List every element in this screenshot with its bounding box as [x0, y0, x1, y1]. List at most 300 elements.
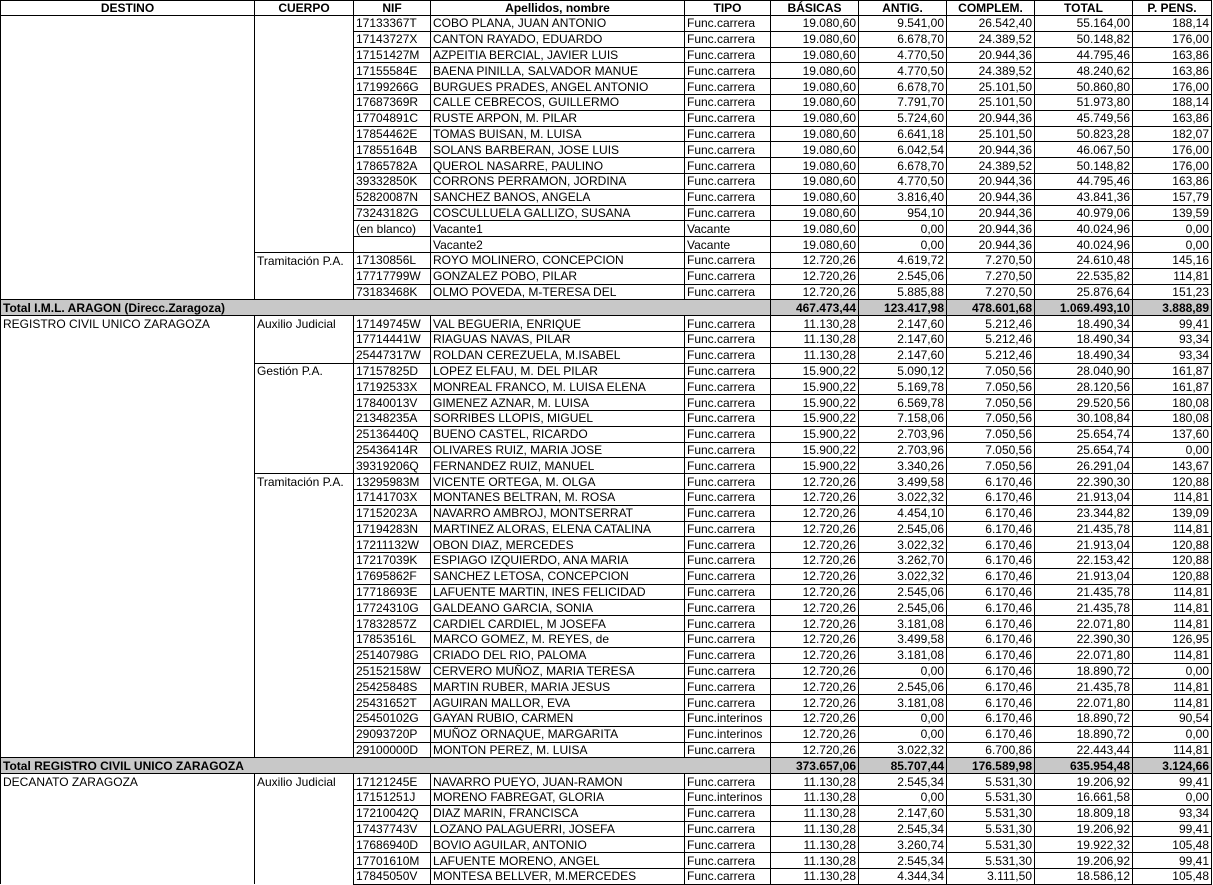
cell-basicas[interactable]: 19.080,60: [771, 47, 859, 63]
cell-total[interactable]: 21.435,78: [1035, 584, 1133, 600]
cell-tipo[interactable]: Func.carrera: [685, 695, 771, 711]
cell-nif[interactable]: 17211132W: [354, 537, 431, 553]
cell-pens[interactable]: 182,07: [1133, 126, 1212, 142]
cell-pens[interactable]: 99,41: [1133, 821, 1212, 837]
cell-destino[interactable]: [1, 221, 255, 237]
cell-complem[interactable]: 7.050,56: [947, 442, 1035, 458]
cell-basicas[interactable]: 19.080,60: [771, 189, 859, 205]
cell-pens[interactable]: 176,00: [1133, 31, 1212, 47]
cell-antig[interactable]: 5.724,60: [859, 110, 947, 126]
cell-nif[interactable]: 25152158W: [354, 663, 431, 679]
cell-nif[interactable]: 17157825D: [354, 363, 431, 379]
cell-basicas[interactable]: 12.720,26: [771, 474, 859, 490]
cell-pens[interactable]: 163,86: [1133, 47, 1212, 63]
cell-complem[interactable]: 6.170,46: [947, 632, 1035, 648]
cell-tipo[interactable]: Func.carrera: [685, 268, 771, 284]
cell-cuerpo[interactable]: [255, 600, 354, 616]
cell-antig[interactable]: 0,00: [859, 237, 947, 253]
header-tipo[interactable]: TIPO: [685, 1, 771, 16]
cell-pens[interactable]: 90,54: [1133, 711, 1212, 727]
cell-nif[interactable]: 25436414R: [354, 442, 431, 458]
cell-tipo[interactable]: Func.carrera: [685, 663, 771, 679]
cell-nif[interactable]: 17714441W: [354, 331, 431, 347]
cell-complem[interactable]: 6.170,46: [947, 600, 1035, 616]
cell-cuerpo[interactable]: [255, 869, 354, 885]
cell-pens[interactable]: 161,87: [1133, 379, 1212, 395]
cell-basicas[interactable]: 19.080,60: [771, 63, 859, 79]
cell-cuerpo[interactable]: [255, 521, 354, 537]
cell-total[interactable]: 28.040,90: [1035, 363, 1133, 379]
cell-basicas[interactable]: 15.900,22: [771, 426, 859, 442]
cell-destino[interactable]: [1, 869, 255, 885]
cell-tipo[interactable]: Func.carrera: [685, 426, 771, 442]
cell-nombre[interactable]: GIMENEZ AZNAR, M. LUISA: [431, 395, 685, 411]
cell-basicas[interactable]: 11.130,28: [771, 347, 859, 363]
cell-destino[interactable]: [1, 142, 255, 158]
cell-pens[interactable]: 0,00: [1133, 663, 1212, 679]
cell-total[interactable]: 22.153,42: [1035, 553, 1133, 569]
cell-antig[interactable]: 3.262,70: [859, 553, 947, 569]
cell-pens[interactable]: 105,48: [1133, 837, 1212, 853]
cell-nif[interactable]: 25450102G: [354, 711, 431, 727]
cell-complem[interactable]: 6.170,46: [947, 489, 1035, 505]
cell-tipo[interactable]: Func.carrera: [685, 553, 771, 569]
cell-tipo[interactable]: Func.carrera: [685, 205, 771, 221]
cell-nombre[interactable]: LOPEZ ELFAU, M. DEL PILAR: [431, 363, 685, 379]
cell-cuerpo[interactable]: [255, 426, 354, 442]
cell-destino[interactable]: [1, 363, 255, 379]
cell-basicas[interactable]: 12.720,26: [771, 537, 859, 553]
cell-nombre[interactable]: CORRONS PERRAMON, JORDINA: [431, 173, 685, 189]
cell-pens[interactable]: 114,81: [1133, 647, 1212, 663]
cell-total[interactable]: 18.890,72: [1035, 663, 1133, 679]
cell-complem[interactable]: 7.270,50: [947, 252, 1035, 268]
cell-cuerpo[interactable]: [255, 142, 354, 158]
cell-antig[interactable]: 0,00: [859, 790, 947, 806]
cell-complem[interactable]: 24.389,52: [947, 158, 1035, 174]
cell-total[interactable]: 29.520,56: [1035, 395, 1133, 411]
cell-complem[interactable]: 7.050,56: [947, 458, 1035, 474]
cell-tipo[interactable]: Func.carrera: [685, 600, 771, 616]
cell-antig[interactable]: 5.169,78: [859, 379, 947, 395]
cell-cuerpo[interactable]: [255, 742, 354, 758]
cell-complem[interactable]: 6.170,46: [947, 679, 1035, 695]
cell-total[interactable]: 18.890,72: [1035, 711, 1133, 727]
cell-nif[interactable]: 17141703X: [354, 489, 431, 505]
cell-total[interactable]: 40.024,96: [1035, 221, 1133, 237]
cell-nombre[interactable]: NAVARRO PUEYO, JUAN-RAMON: [431, 774, 685, 790]
cell-antig[interactable]: 4.770,50: [859, 63, 947, 79]
cell-destino[interactable]: [1, 347, 255, 363]
cell-destino[interactable]: [1, 126, 255, 142]
cell-total[interactable]: 50.823,28: [1035, 126, 1133, 142]
cell-total[interactable]: 50.148,82: [1035, 31, 1133, 47]
cell-complem[interactable]: 7.050,56: [947, 426, 1035, 442]
cell-basicas[interactable]: 11.130,28: [771, 331, 859, 347]
cell-total[interactable]: 43.841,36: [1035, 189, 1133, 205]
cell-nif[interactable]: 17199266G: [354, 79, 431, 95]
cell-tipo[interactable]: Func.interinos: [685, 790, 771, 806]
cell-destino[interactable]: [1, 805, 255, 821]
cell-tipo[interactable]: Func.carrera: [685, 347, 771, 363]
cell-total[interactable]: 22.071,80: [1035, 616, 1133, 632]
cell-tipo[interactable]: Func.carrera: [685, 379, 771, 395]
cell-complem[interactable]: 5.531,30: [947, 790, 1035, 806]
cell-nif[interactable]: 17853516L: [354, 632, 431, 648]
cell-tipo[interactable]: Func.interinos: [685, 711, 771, 727]
header-nombre[interactable]: Apellidos, nombre: [431, 1, 685, 16]
cell-nif[interactable]: 17832857Z: [354, 616, 431, 632]
cell-nif[interactable]: 17845050V: [354, 869, 431, 885]
cell-destino[interactable]: [1, 284, 255, 300]
cell-nif[interactable]: 17155584E: [354, 63, 431, 79]
cell-destino[interactable]: [1, 379, 255, 395]
cell-nif[interactable]: 52820087N: [354, 189, 431, 205]
cell-total[interactable]: 18.586,12: [1035, 869, 1133, 885]
cell-pens[interactable]: 114,81: [1133, 521, 1212, 537]
cell-total[interactable]: 51.973,80: [1035, 94, 1133, 110]
cell-cuerpo[interactable]: [255, 458, 354, 474]
cell-complem[interactable]: 20.944,36: [947, 221, 1035, 237]
cell-tipo[interactable]: Func.carrera: [685, 126, 771, 142]
cell-basicas[interactable]: 19.080,60: [771, 158, 859, 174]
cell-total[interactable]: 40.979,06: [1035, 205, 1133, 221]
cell-complem[interactable]: 6.170,46: [947, 537, 1035, 553]
cell-antig[interactable]: 4.770,50: [859, 47, 947, 63]
cell-complem[interactable]: 6.170,46: [947, 584, 1035, 600]
cell-nif[interactable]: 17704891C: [354, 110, 431, 126]
cell-cuerpo[interactable]: [255, 395, 354, 411]
cell-pens[interactable]: 126,95: [1133, 632, 1212, 648]
cell-tipo[interactable]: Func.carrera: [685, 821, 771, 837]
cell-total[interactable]: 18.809,18: [1035, 805, 1133, 821]
cell-basicas[interactable]: 19.080,60: [771, 31, 859, 47]
cell-tipo[interactable]: Func.carrera: [685, 189, 771, 205]
cell-destino[interactable]: [1, 711, 255, 727]
cell-basicas[interactable]: 15.900,22: [771, 363, 859, 379]
cell-antig[interactable]: 2.545,06: [859, 679, 947, 695]
cell-antig[interactable]: 2.703,96: [859, 426, 947, 442]
cell-destino[interactable]: [1, 252, 255, 268]
cell-nif[interactable]: 17130856L: [354, 252, 431, 268]
cell-tipo[interactable]: Func.carrera: [685, 331, 771, 347]
cell-cuerpo[interactable]: Auxilio Judicial: [255, 316, 354, 332]
cell-basicas[interactable]: 12.720,26: [771, 252, 859, 268]
cell-tipo[interactable]: Func.carrera: [685, 505, 771, 521]
cell-pens[interactable]: 163,86: [1133, 63, 1212, 79]
cell-tipo[interactable]: Func.carrera: [685, 16, 771, 32]
cell-cuerpo[interactable]: [255, 647, 354, 663]
cell-antig[interactable]: 3.181,08: [859, 616, 947, 632]
cell-total[interactable]: 25.654,74: [1035, 426, 1133, 442]
cell-basicas[interactable]: 11.130,28: [771, 853, 859, 869]
cell-complem[interactable]: 25.101,50: [947, 94, 1035, 110]
cell-basicas[interactable]: 19.080,60: [771, 16, 859, 32]
cell-tipo[interactable]: Func.carrera: [685, 679, 771, 695]
cell-complem[interactable]: 6.170,46: [947, 695, 1035, 711]
cell-cuerpo[interactable]: [255, 632, 354, 648]
cell-destino[interactable]: [1, 742, 255, 758]
cell-destino[interactable]: [1, 790, 255, 806]
cell-pens[interactable]: 93,34: [1133, 347, 1212, 363]
cell-complem[interactable]: 7.050,56: [947, 395, 1035, 411]
cell-tipo[interactable]: Func.carrera: [685, 584, 771, 600]
cell-nombre[interactable]: MORENO FABREGAT, GLORIA: [431, 790, 685, 806]
cell-antig[interactable]: 3.499,58: [859, 632, 947, 648]
cell-cuerpo[interactable]: Tramitación P.A.: [255, 252, 354, 268]
cell-destino[interactable]: [1, 268, 255, 284]
cell-tipo[interactable]: Func.carrera: [685, 94, 771, 110]
cell-pens[interactable]: 114,81: [1133, 616, 1212, 632]
cell-complem[interactable]: 6.170,46: [947, 568, 1035, 584]
cell-nombre[interactable]: CERVERO MUÑOZ, MARIA TERESA: [431, 663, 685, 679]
cell-tipo[interactable]: Func.carrera: [685, 837, 771, 853]
cell-complem[interactable]: 5.531,30: [947, 837, 1035, 853]
cell-nombre[interactable]: GONZALEZ POBO, PILAR: [431, 268, 685, 284]
cell-basicas[interactable]: 12.720,26: [771, 553, 859, 569]
cell-basicas[interactable]: 12.720,26: [771, 711, 859, 727]
cell-cuerpo[interactable]: [255, 695, 354, 711]
cell-cuerpo[interactable]: [255, 110, 354, 126]
cell-complem[interactable]: 26.542,40: [947, 16, 1035, 32]
cell-basicas[interactable]: 12.720,26: [771, 584, 859, 600]
cell-pens[interactable]: 114,81: [1133, 600, 1212, 616]
cell-cuerpo[interactable]: [255, 16, 354, 32]
cell-nif[interactable]: 17717799W: [354, 268, 431, 284]
cell-basicas[interactable]: 12.720,26: [771, 616, 859, 632]
cell-tipo[interactable]: Func.carrera: [685, 47, 771, 63]
cell-cuerpo[interactable]: [255, 173, 354, 189]
cell-basicas[interactable]: 11.130,28: [771, 316, 859, 332]
cell-destino[interactable]: [1, 94, 255, 110]
cell-cuerpo[interactable]: [255, 584, 354, 600]
cell-pens[interactable]: 151,23: [1133, 284, 1212, 300]
cell-nif[interactable]: 17194283N: [354, 521, 431, 537]
cell-nombre[interactable]: FERNANDEZ RUIZ, MANUEL: [431, 458, 685, 474]
cell-cuerpo[interactable]: [255, 237, 354, 253]
cell-antig[interactable]: 0,00: [859, 663, 947, 679]
cell-destino[interactable]: [1, 837, 255, 853]
cell-complem[interactable]: 20.944,36: [947, 47, 1035, 63]
cell-destino[interactable]: [1, 553, 255, 569]
cell-pens[interactable]: 176,00: [1133, 158, 1212, 174]
cell-nombre[interactable]: COBO PLANA, JUAN ANTONIO: [431, 16, 685, 32]
cell-nombre[interactable]: COSCULLUELA GALLIZO, SUSANA: [431, 205, 685, 221]
cell-tipo[interactable]: Func.carrera: [685, 110, 771, 126]
cell-pens[interactable]: 99,41: [1133, 316, 1212, 332]
cell-cuerpo[interactable]: [255, 837, 354, 853]
cell-destino[interactable]: [1, 568, 255, 584]
cell-destino[interactable]: [1, 426, 255, 442]
cell-nif[interactable]: 29093720P: [354, 726, 431, 742]
cell-cuerpo[interactable]: [255, 489, 354, 505]
cell-cuerpo[interactable]: [255, 205, 354, 221]
cell-antig[interactable]: 4.344,34: [859, 869, 947, 885]
cell-destino[interactable]: [1, 31, 255, 47]
cell-total[interactable]: 18.490,34: [1035, 331, 1133, 347]
cell-pens[interactable]: 188,14: [1133, 94, 1212, 110]
cell-tipo[interactable]: Func.carrera: [685, 410, 771, 426]
cell-antig[interactable]: 2.545,06: [859, 268, 947, 284]
cell-basicas[interactable]: 11.130,28: [771, 774, 859, 790]
cell-pens[interactable]: 114,81: [1133, 742, 1212, 758]
cell-pens[interactable]: 157,79: [1133, 189, 1212, 205]
cell-destino[interactable]: [1, 442, 255, 458]
cell-nombre[interactable]: SORRIBES LLOPIS, MIGUEL: [431, 410, 685, 426]
cell-destino[interactable]: [1, 632, 255, 648]
cell-pens[interactable]: 105,48: [1133, 869, 1212, 885]
cell-complem[interactable]: 7.050,56: [947, 379, 1035, 395]
cell-cuerpo[interactable]: Gestión P.A.: [255, 363, 354, 379]
cell-cuerpo[interactable]: [255, 31, 354, 47]
cell-tipo[interactable]: Func.carrera: [685, 79, 771, 95]
cell-destino[interactable]: [1, 505, 255, 521]
cell-nif[interactable]: 17149745W: [354, 316, 431, 332]
cell-pens[interactable]: 145,16: [1133, 252, 1212, 268]
cell-antig[interactable]: 6.678,70: [859, 158, 947, 174]
cell-cuerpo[interactable]: [255, 94, 354, 110]
cell-pens[interactable]: 163,86: [1133, 173, 1212, 189]
cell-total[interactable]: 19.206,92: [1035, 774, 1133, 790]
cell-antig[interactable]: 3.181,08: [859, 647, 947, 663]
cell-pens[interactable]: 163,86: [1133, 110, 1212, 126]
cell-nif[interactable]: 39319206Q: [354, 458, 431, 474]
cell-antig[interactable]: 6.042,54: [859, 142, 947, 158]
cell-total[interactable]: 18.490,34: [1035, 347, 1133, 363]
cell-antig[interactable]: 2.703,96: [859, 442, 947, 458]
cell-destino[interactable]: [1, 726, 255, 742]
cell-complem[interactable]: 20.944,36: [947, 205, 1035, 221]
cell-complem[interactable]: 5.531,30: [947, 821, 1035, 837]
cell-tipo[interactable]: Func.carrera: [685, 616, 771, 632]
cell-nombre[interactable]: SANCHEZ LETOSA, CONCEPCION: [431, 568, 685, 584]
cell-antig[interactable]: 3.260,74: [859, 837, 947, 853]
cell-cuerpo[interactable]: [255, 221, 354, 237]
cell-basicas[interactable]: 12.720,26: [771, 742, 859, 758]
cell-pens[interactable]: 161,87: [1133, 363, 1212, 379]
cell-total[interactable]: 30.108,84: [1035, 410, 1133, 426]
cell-nif[interactable]: 17437743V: [354, 821, 431, 837]
cell-complem[interactable]: 5.531,30: [947, 774, 1035, 790]
cell-cuerpo[interactable]: [255, 537, 354, 553]
cell-nombre[interactable]: BURGUES PRADES, ANGEL ANTONIO: [431, 79, 685, 95]
cell-tipo[interactable]: Func.carrera: [685, 474, 771, 490]
cell-complem[interactable]: 20.944,36: [947, 189, 1035, 205]
cell-cuerpo[interactable]: [255, 158, 354, 174]
cell-destino[interactable]: [1, 395, 255, 411]
cell-destino[interactable]: [1, 853, 255, 869]
cell-complem[interactable]: 20.944,36: [947, 173, 1035, 189]
cell-antig[interactable]: 3.022,32: [859, 742, 947, 758]
cell-destino[interactable]: DECANATO ZARAGOZA: [1, 774, 255, 790]
cell-destino[interactable]: [1, 537, 255, 553]
cell-nombre[interactable]: MONTANES BELTRAN, M. ROSA: [431, 489, 685, 505]
cell-complem[interactable]: 7.050,56: [947, 363, 1035, 379]
cell-complem[interactable]: 20.944,36: [947, 110, 1035, 126]
cell-nif[interactable]: 17217039K: [354, 553, 431, 569]
cell-cuerpo[interactable]: [255, 553, 354, 569]
cell-cuerpo[interactable]: [255, 726, 354, 742]
cell-cuerpo[interactable]: Auxilio Judicial: [255, 774, 354, 790]
cell-nif[interactable]: 17687369R: [354, 94, 431, 110]
cell-nif[interactable]: 17724310G: [354, 600, 431, 616]
cell-tipo[interactable]: Func.carrera: [685, 632, 771, 648]
cell-complem[interactable]: 7.050,56: [947, 410, 1035, 426]
cell-destino[interactable]: [1, 474, 255, 490]
cell-basicas[interactable]: 12.720,26: [771, 284, 859, 300]
cell-basicas[interactable]: 19.080,60: [771, 110, 859, 126]
cell-basicas[interactable]: 11.130,28: [771, 821, 859, 837]
cell-complem[interactable]: 5.212,46: [947, 331, 1035, 347]
cell-nombre[interactable]: ROLDAN CEREZUELA, M.ISABEL: [431, 347, 685, 363]
cell-total[interactable]: 44.795,46: [1035, 173, 1133, 189]
cell-tipo[interactable]: Vacante: [685, 237, 771, 253]
cell-nif[interactable]: 17152023A: [354, 505, 431, 521]
cell-nif[interactable]: 25425848S: [354, 679, 431, 695]
cell-destino[interactable]: [1, 410, 255, 426]
cell-nif[interactable]: 73243182G: [354, 205, 431, 221]
cell-complem[interactable]: 6.170,46: [947, 553, 1035, 569]
cell-total[interactable]: 19.206,92: [1035, 853, 1133, 869]
cell-cuerpo[interactable]: [255, 663, 354, 679]
cell-tipo[interactable]: Func.carrera: [685, 252, 771, 268]
cell-complem[interactable]: 6.170,46: [947, 663, 1035, 679]
cell-total[interactable]: 22.535,82: [1035, 268, 1133, 284]
cell-nombre[interactable]: SANCHEZ BANOS, ANGELA: [431, 189, 685, 205]
cell-complem[interactable]: 24.389,52: [947, 63, 1035, 79]
cell-antig[interactable]: 3.022,32: [859, 568, 947, 584]
cell-antig[interactable]: 3.181,08: [859, 695, 947, 711]
cell-nombre[interactable]: CANTON RAYADO, EDUARDO: [431, 31, 685, 47]
cell-pens[interactable]: 93,34: [1133, 805, 1212, 821]
cell-nombre[interactable]: NAVARRO AMBROJ, MONTSERRAT: [431, 505, 685, 521]
cell-complem[interactable]: 25.101,50: [947, 126, 1035, 142]
cell-destino[interactable]: [1, 79, 255, 95]
cell-complem[interactable]: 25.101,50: [947, 79, 1035, 95]
cell-total[interactable]: 16.661,58: [1035, 790, 1133, 806]
cell-pens[interactable]: 120,88: [1133, 537, 1212, 553]
cell-total[interactable]: 21.435,78: [1035, 679, 1133, 695]
cell-nif[interactable]: 25140798G: [354, 647, 431, 663]
cell-antig[interactable]: 3.022,32: [859, 489, 947, 505]
cell-complem[interactable]: 6.170,46: [947, 647, 1035, 663]
cell-total[interactable]: 23.344,82: [1035, 505, 1133, 521]
cell-antig[interactable]: 2.545,34: [859, 821, 947, 837]
cell-nombre[interactable]: DIAZ MARIN, FRANCISCA: [431, 805, 685, 821]
cell-basicas[interactable]: 12.720,26: [771, 521, 859, 537]
cell-basicas[interactable]: 12.720,26: [771, 679, 859, 695]
cell-pens[interactable]: 0,00: [1133, 442, 1212, 458]
cell-pens[interactable]: 114,81: [1133, 268, 1212, 284]
cell-tipo[interactable]: Func.carrera: [685, 442, 771, 458]
cell-tipo[interactable]: Func.carrera: [685, 363, 771, 379]
header-destino[interactable]: DESTINO: [1, 1, 255, 16]
cell-nombre[interactable]: RIAGUAS NAVAS, PILAR: [431, 331, 685, 347]
cell-destino[interactable]: REGISTRO CIVIL UNICO ZARAGOZA: [1, 316, 255, 332]
cell-basicas[interactable]: 19.080,60: [771, 221, 859, 237]
cell-cuerpo[interactable]: [255, 805, 354, 821]
cell-total[interactable]: 25.654,74: [1035, 442, 1133, 458]
cell-antig[interactable]: 0,00: [859, 726, 947, 742]
cell-basicas[interactable]: 12.720,26: [771, 663, 859, 679]
cell-total[interactable]: 48.240,62: [1035, 63, 1133, 79]
cell-total[interactable]: 46.067,50: [1035, 142, 1133, 158]
cell-tipo[interactable]: Func.carrera: [685, 173, 771, 189]
cell-cuerpo[interactable]: [255, 79, 354, 95]
cell-total[interactable]: 44.795,46: [1035, 47, 1133, 63]
cell-tipo[interactable]: Vacante: [685, 221, 771, 237]
cell-nombre[interactable]: RUSTE ARPON, M. PILAR: [431, 110, 685, 126]
